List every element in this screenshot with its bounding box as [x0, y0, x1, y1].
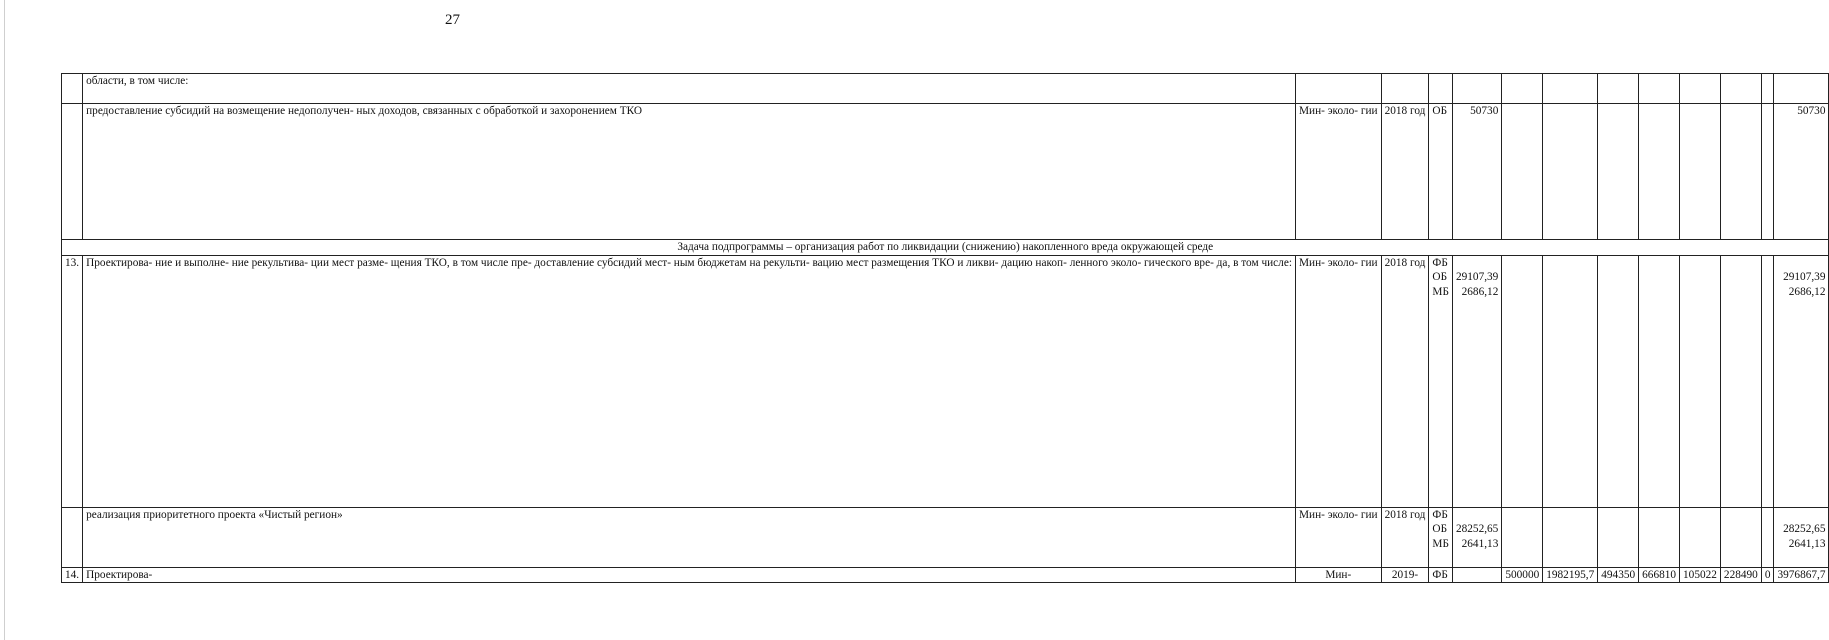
cell-number: [62, 74, 83, 104]
amount-line: 2641,13: [1461, 538, 1499, 551]
cell-value: 228490: [1720, 567, 1761, 583]
cell-total: 3976867,7: [1774, 567, 1829, 583]
cell-value: 105022: [1680, 567, 1721, 583]
source-line: ОБ: [1432, 523, 1448, 536]
cell-number: [62, 507, 83, 567]
cell-number: [62, 104, 83, 240]
cell-executor: Мин- эколо- гии: [1295, 104, 1381, 240]
cell-empty: [1502, 507, 1543, 567]
cell-value: 1982195,7: [1543, 567, 1598, 583]
amount-line: [1456, 508, 1498, 523]
cell-year: 2018 год: [1381, 255, 1429, 507]
task-header-row: [62, 240, 1829, 256]
cell-value: [1452, 567, 1501, 583]
cell-empty: [1295, 74, 1381, 104]
cell-number: 13.: [62, 255, 83, 507]
task-header: Задача подпрограммы – организация работ по ликвидации (снижению) накопленного вреда окружающей среде: [62, 240, 1829, 256]
total-line: [1777, 256, 1825, 271]
cell-empty: [1598, 104, 1639, 240]
cell-empty: [1761, 74, 1774, 104]
source-line: МБ: [1432, 538, 1449, 551]
cell-source: ОБ: [1429, 104, 1453, 240]
cell-amount: [1452, 507, 1501, 567]
amount-line: 29107,39: [1455, 271, 1499, 284]
budget-table: [61, 73, 1829, 583]
cell-executor: Мин-: [1295, 567, 1381, 583]
cell-empty: [1720, 104, 1761, 240]
total-line: 2641,13: [1788, 538, 1826, 551]
table-row: [62, 567, 1829, 583]
cell-year: 2018 год: [1381, 507, 1429, 567]
cell-empty: [1543, 104, 1598, 240]
cell-empty: [1543, 255, 1598, 507]
total-line: 29107,39: [1783, 271, 1826, 284]
cell-empty: [1452, 74, 1501, 104]
table-row: [62, 74, 1829, 104]
cell-text: области, в том числе:: [83, 74, 1296, 104]
cell-value: 0: [1761, 567, 1774, 583]
cell-empty: [1761, 104, 1774, 240]
amount-line: [1456, 256, 1498, 271]
total-line: [1777, 508, 1825, 523]
cell-empty: [1680, 255, 1721, 507]
total-line: 28252,65: [1783, 523, 1826, 536]
cell-empty: [1381, 74, 1429, 104]
table-row: [62, 104, 1829, 240]
source-line: ОБ: [1432, 271, 1448, 284]
cell-empty: [1680, 74, 1721, 104]
cell-empty: [1543, 507, 1598, 567]
cell-year: 2018 год: [1381, 104, 1429, 240]
cell-empty: [1761, 507, 1774, 567]
cell-total: [1774, 507, 1829, 567]
cell-value: 666810: [1639, 567, 1680, 583]
cell-text: Проектирова- ние и выполне- ние рекультива- ции мест разме- щения ТКО, в том числе пре- доставление субсидий мест- ным бюджетам на рекульти- вацию мест размещения ТКО и ликви- дацию накоп- ленного эколо- гического вре- да, в том числе:: [83, 255, 1296, 507]
table-row: [62, 507, 1829, 567]
cell-empty: [1720, 507, 1761, 567]
source-line: ФБ: [1432, 256, 1448, 269]
cell-empty: [1720, 74, 1761, 104]
cell-empty: [1639, 255, 1680, 507]
cell-value: 500000: [1502, 567, 1543, 583]
cell-empty: [1680, 507, 1721, 567]
cell-empty: [1543, 74, 1598, 104]
cell-empty: [1720, 255, 1761, 507]
page-number: 27: [445, 12, 460, 28]
cell-empty: [1429, 74, 1453, 104]
cell-total: 50730: [1774, 104, 1829, 240]
cell-amount: 50730: [1452, 104, 1501, 240]
cell-total: [1774, 255, 1829, 507]
amount-line: 2686,12: [1461, 286, 1499, 299]
amount-line: 28252,65: [1455, 523, 1499, 536]
cell-amount: [1452, 255, 1501, 507]
cell-empty: [1761, 255, 1774, 507]
cell-number: 14.: [62, 567, 83, 583]
cell-text: Проектирова-: [83, 567, 1296, 583]
cell-source: ФБ: [1429, 567, 1453, 583]
page-edge-line: [4, 0, 5, 640]
cell-year: 2019-: [1381, 567, 1429, 583]
cell-empty: [1598, 507, 1639, 567]
cell-empty: [1502, 104, 1543, 240]
cell-source: [1429, 255, 1453, 507]
cell-empty: [1502, 74, 1543, 104]
cell-executor: Мин- эколо- гии: [1295, 255, 1381, 507]
cell-empty: [1680, 104, 1721, 240]
cell-empty: [1502, 255, 1543, 507]
cell-empty: [1639, 74, 1680, 104]
cell-empty: [1639, 507, 1680, 567]
cell-text: предоставление субсидий на возмещение недополучен- ных доходов, связанных с обработкой и захоронением ТКО: [83, 104, 1296, 240]
source-line: МБ: [1432, 286, 1449, 299]
cell-executor: Мин- эколо- гии: [1295, 507, 1381, 567]
table-row: [62, 255, 1829, 507]
cell-empty: [1598, 74, 1639, 104]
cell-empty: [1639, 104, 1680, 240]
cell-source: [1429, 507, 1453, 567]
total-line: 2686,12: [1788, 286, 1826, 299]
cell-empty: [1598, 255, 1639, 507]
cell-value: 494350: [1598, 567, 1639, 583]
cell-empty: [1774, 74, 1829, 104]
cell-text: реализация приоритетного проекта «Чистый регион»: [83, 507, 1296, 567]
source-line: ФБ: [1432, 508, 1448, 521]
